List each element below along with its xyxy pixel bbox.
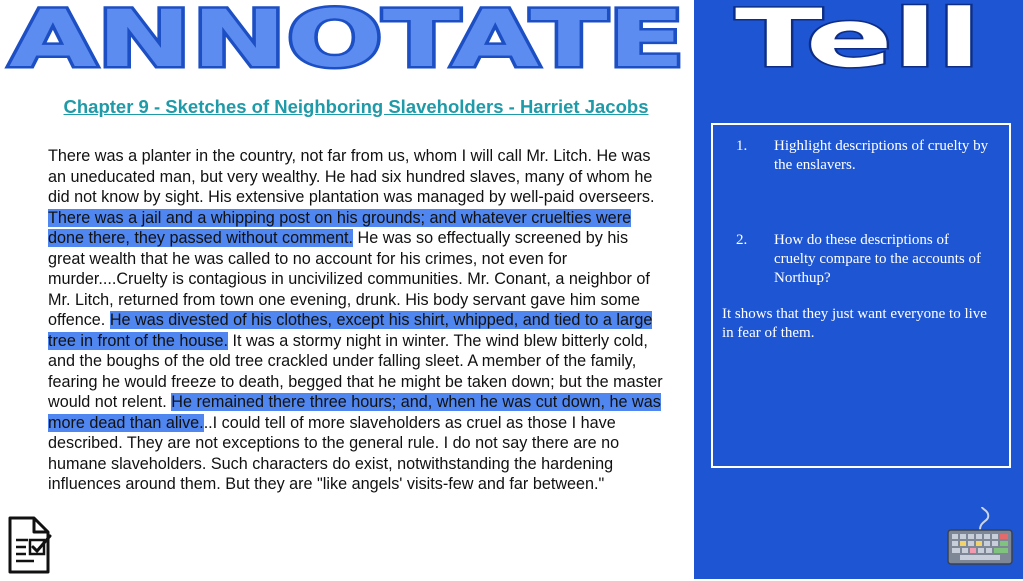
task-text: How do these descriptions of cruelty compare to the accounts of Northup? <box>774 232 981 286</box>
task-number: 1. <box>736 138 748 154</box>
keyboard-icon <box>946 506 1014 566</box>
passage-text: He was so effectually screened by his great wealth that he was called to no account for his crimes, not even for murder....Cruelty is contagious in uncivilized communities. Mr. Conant, a neighbor of Mr. Litch, returned from town one evening, drunk. His body servant gave him some offence. <box>48 229 650 329</box>
passage-text: It was a stormy night in winter. The wind blew bitterly cold, and the boughs of the old tree crackled under falling sleet. A member of the family, fearing he would freeze to death, begged that he might be taken down; but the master would not relent. <box>48 331 663 411</box>
reading-passage <box>48 146 666 495</box>
reading-title-link[interactable]: Chapter 9 - Sketches of Neighboring Slaveholders - Harriet Jacobs <box>63 96 649 117</box>
tell-heading: Tell <box>735 0 981 80</box>
annotate-heading: ANNOTATE <box>9 0 685 78</box>
task-text: Highlight descriptions of cruelty by the enslavers. <box>774 138 989 173</box>
highlighted-passage: There was a jail and a whipping post on his grounds; and whatever cruelties were done there, they passed without comment. <box>48 208 632 247</box>
annotate-banner <box>0 0 694 78</box>
passage-text: There was a planter in the country, not far from us, whom I will call Mr. Litch. He was an uneducated man, but very wealthy. He had six hundred slaves, many of whom he did not know by sight. His extensive plantation was managed by well-paid overseers. <box>48 147 655 206</box>
student-answer[interactable]: It shows that they just want everyone to live in fear of them. <box>722 306 987 341</box>
task-box <box>711 123 1011 468</box>
highlighted-passage: He remained there three hours; and, when he was cut down, he was more dead than alive. <box>48 393 661 432</box>
document-check-icon <box>4 514 56 576</box>
highlighted-passage: He was divested of his clothes, except his shirt, whipped, and tied to a large tree in front of the house. <box>48 311 653 350</box>
passage-text: ..I could tell of more slaveholders as cruel as those I have described. They are not exceptions to the general rule. I do not say there are no humane slaveholders. Such characters do exist, notwithstanding the hardening influences around them. But they are "like angels' visits-few and far between." <box>48 413 620 493</box>
task-number: 2. <box>736 232 748 248</box>
